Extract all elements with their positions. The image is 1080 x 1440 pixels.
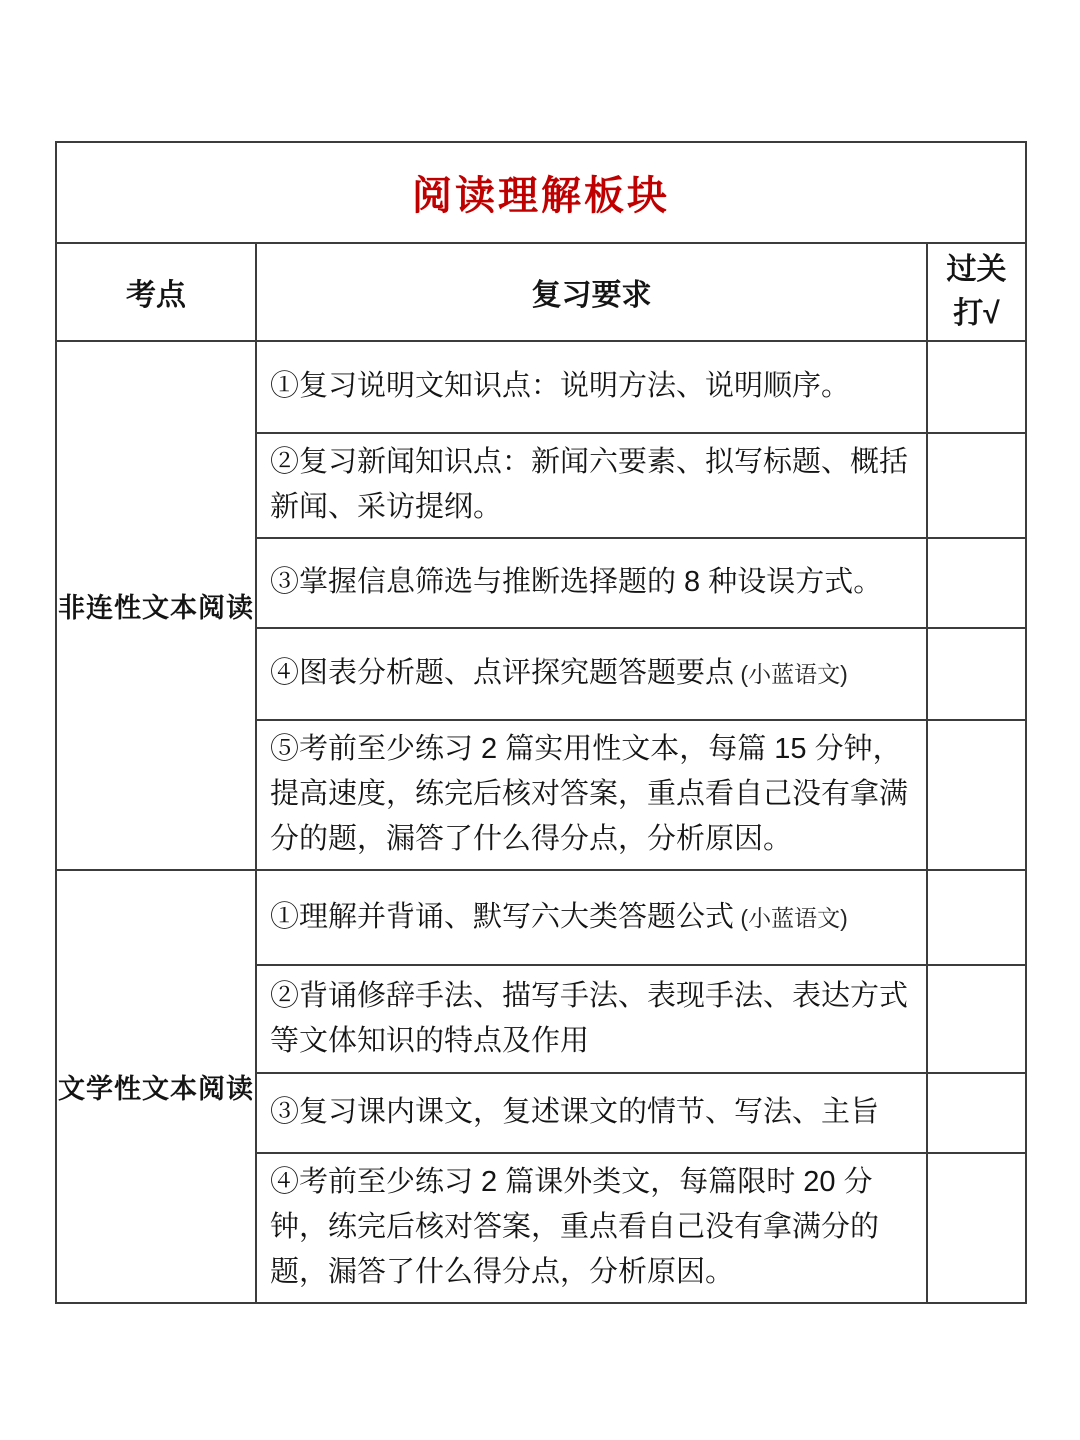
column-header-fuxiyaoqiu: 复习要求	[256, 243, 927, 341]
requirement-cell	[256, 628, 927, 720]
table-row	[56, 341, 1026, 433]
requirement-cell	[256, 433, 927, 538]
pass-header-line2: 打√	[953, 297, 1000, 330]
requirement-cell	[256, 538, 927, 628]
requirement-note: (小蓝语文)	[734, 904, 848, 931]
check-cell	[927, 870, 1026, 965]
category-cell-literary-reading: 文学性文本阅读	[56, 870, 256, 1303]
table-title: 阅读理解板块	[56, 142, 1026, 243]
review-plan-table	[55, 141, 1027, 1304]
check-cell	[927, 1153, 1026, 1303]
requirement-text: ④考前至少练习 2 篇课外类文，每篇限时 20 分钟，练完后核对答案，重点看自己没有拿满分的题，漏答了什么得分点，分析原因。	[270, 1166, 880, 1288]
check-cell	[927, 1073, 1026, 1153]
requirement-text: ②复习新闻知识点：新闻六要素、拟写标题、概括新闻、采访提纲。	[270, 446, 909, 523]
check-cell	[927, 341, 1026, 433]
requirement-cell	[256, 870, 927, 965]
requirement-cell	[256, 1073, 927, 1153]
category-cell-nonfiction-reading: 非连性文本阅读	[56, 341, 256, 870]
column-header-guoguan	[927, 243, 1026, 341]
check-cell	[927, 433, 1026, 538]
check-cell	[927, 628, 1026, 720]
check-cell	[927, 538, 1026, 628]
requirement-cell	[256, 965, 927, 1073]
requirement-cell	[256, 341, 927, 433]
requirement-cell	[256, 720, 927, 870]
requirement-text: ④图表分析题、点评探究题答题要点	[270, 657, 735, 689]
requirement-text: ②背诵修辞手法、描写手法、表现手法、表达方式等文体知识的特点及作用	[270, 979, 909, 1057]
requirement-note: (小蓝语文)	[734, 661, 848, 687]
requirement-text: ①复习说明文知识点：说明方法、说明顺序。	[270, 370, 851, 402]
requirement-cell	[256, 1153, 927, 1303]
requirement-text: ③掌握信息筛选与推断选择题的 8 种设误方式。	[270, 566, 883, 598]
requirement-text: ③复习课内课文，复述课文的情节、写法、主旨	[270, 1096, 880, 1128]
requirement-text: ①理解并背诵、默写六大类答题公式	[270, 900, 735, 933]
check-cell	[927, 720, 1026, 870]
check-cell	[927, 965, 1026, 1073]
requirement-text: ⑤考前至少练习 2 篇实用性文本，每篇 15 分钟，提高速度，练完后核对答案，重点看自己没有拿满分的题，漏答了什么得分点，分析原因。	[270, 733, 909, 855]
column-header-kaodian: 考点	[56, 243, 256, 341]
table-row	[56, 870, 1026, 965]
pass-header-line1: 过关	[946, 253, 1007, 286]
